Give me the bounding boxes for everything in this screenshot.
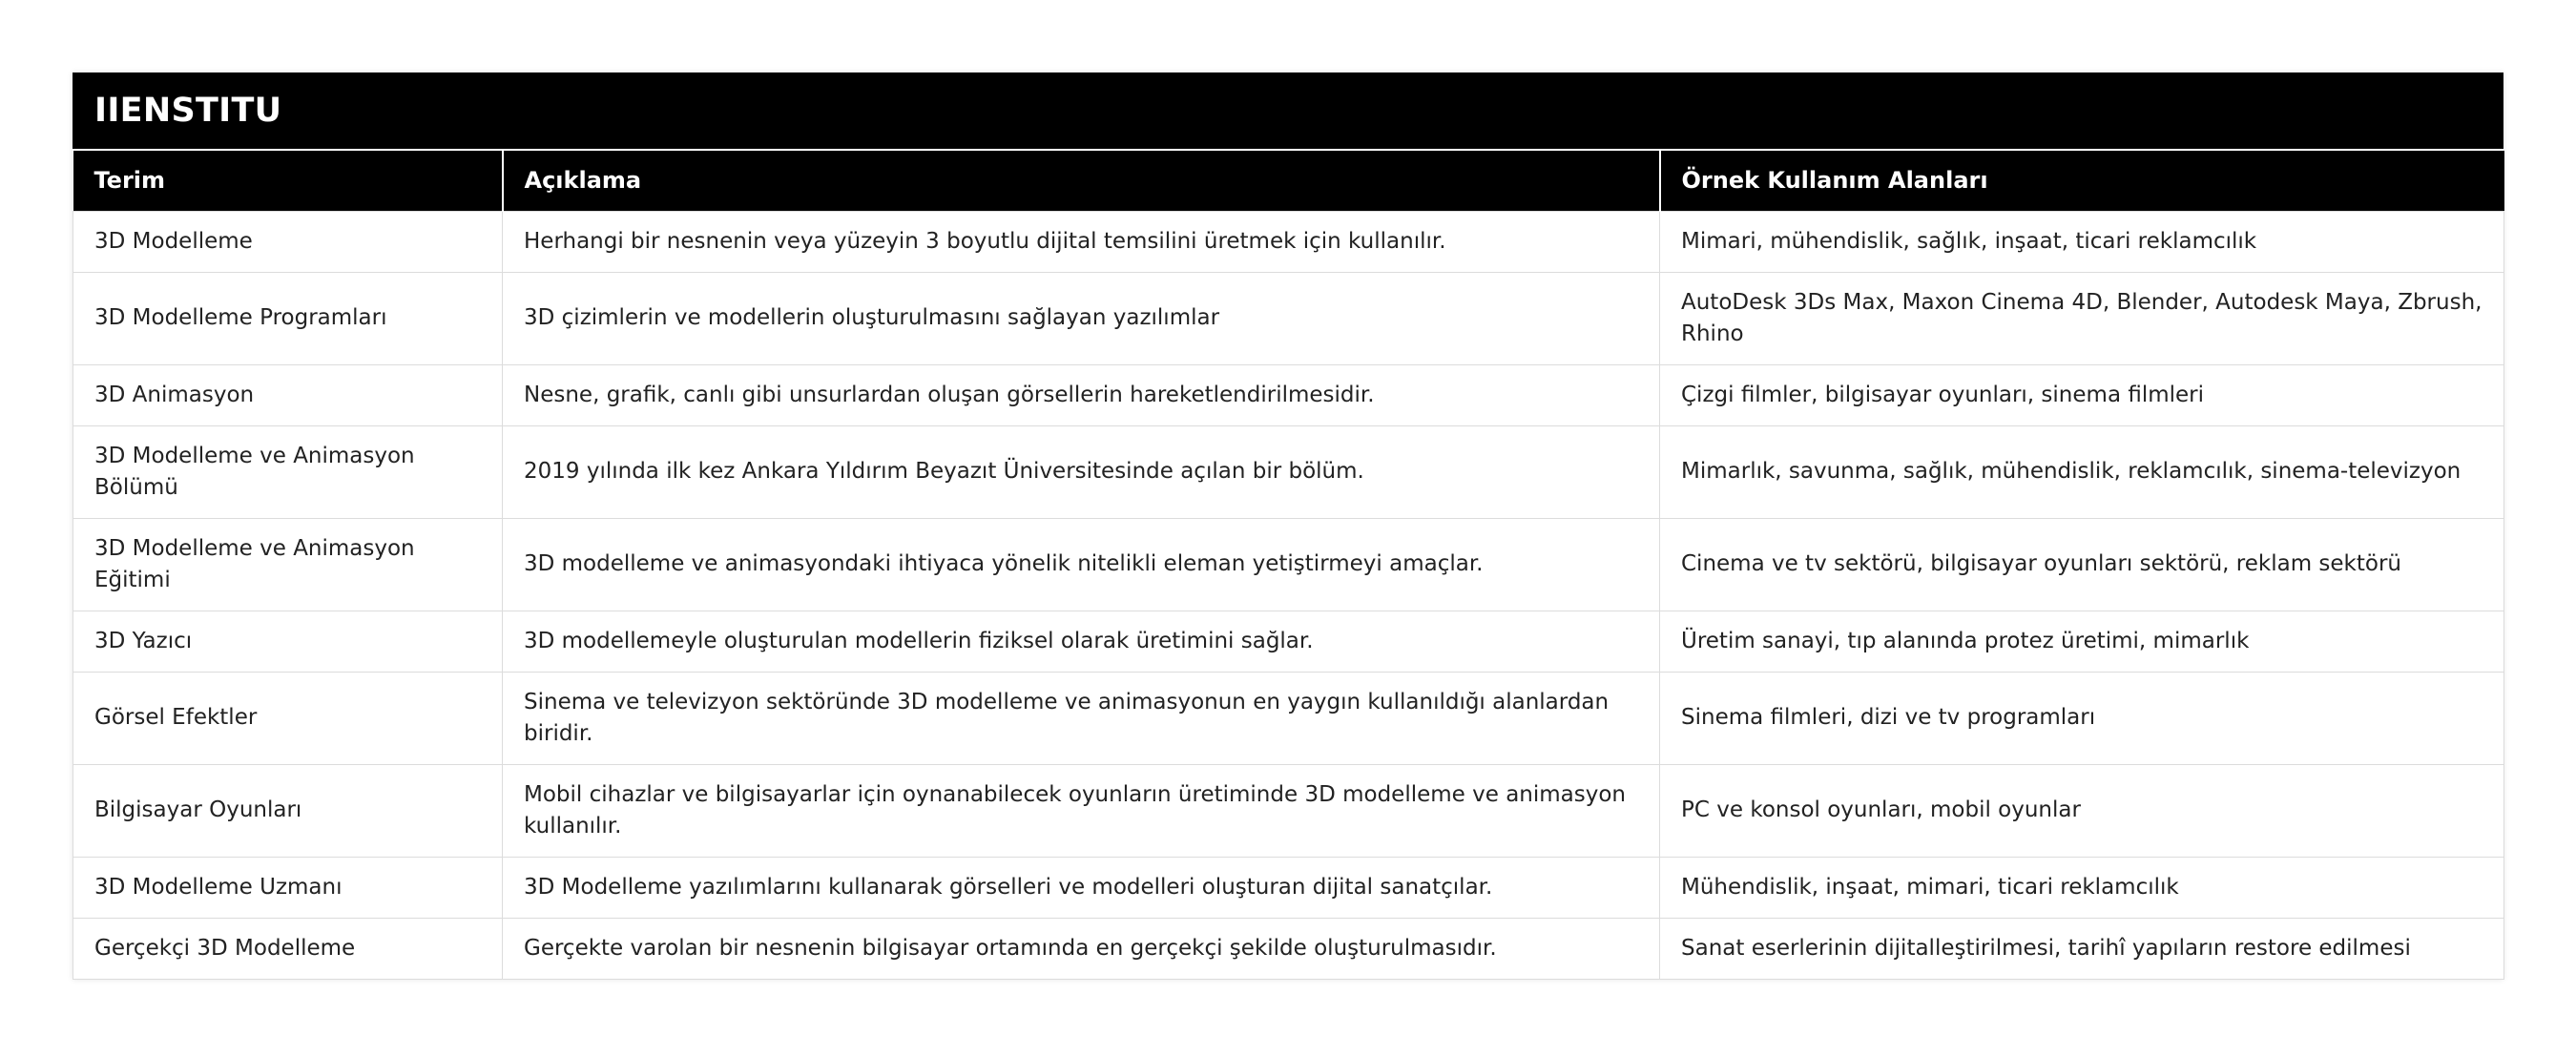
cell-description: Mobil cihazlar ve bilgisayarlar için oynanabilecek oyunların üretiminde 3D modelleme ve animasyon kullanılır.	[503, 764, 1660, 857]
table-header-row	[73, 151, 2504, 211]
cell-term: Gerçekçi 3D Modelleme	[73, 918, 503, 979]
cell-examples: Mühendislik, inşaat, mimari, ticari reklamcılık	[1660, 857, 2504, 918]
cell-examples: Cinema ve tv sektörü, bilgisayar oyunları sektörü, reklam sektörü	[1660, 518, 2504, 611]
cell-term: Bilgisayar Oyunları	[73, 764, 503, 857]
table-row	[73, 425, 2504, 518]
table-row	[73, 211, 2504, 272]
cell-term: Görsel Efektler	[73, 672, 503, 764]
cell-description: Nesne, grafik, canlı gibi unsurlardan oluşan görsellerin hareketlendirilmesidir.	[503, 364, 1660, 425]
cell-description: Herhangi bir nesnenin veya yüzeyin 3 boyutlu dijital temsilini üretmek için kullanılır.	[503, 211, 1660, 272]
table-row	[73, 918, 2504, 979]
cell-description: Sinema ve televizyon sektöründe 3D modelleme ve animasyonun en yaygın kullanıldığı alanlardan biridir.	[503, 672, 1660, 764]
cell-description: 3D çizimlerin ve modellerin oluşturulmasını sağlayan yazılımlar	[503, 272, 1660, 364]
header-examples: Örnek Kullanım Alanları	[1660, 151, 2504, 211]
cell-term: 3D Modelleme ve Animasyon Eğitimi	[73, 518, 503, 611]
table-row	[73, 364, 2504, 425]
header-description: Açıklama	[503, 151, 1660, 211]
cell-description: 3D Modelleme yazılımlarını kullanarak görselleri ve modelleri oluşturan dijital sanatçılar.	[503, 857, 1660, 918]
cell-description: 3D modelleme ve animasyondaki ihtiyaca yönelik nitelikli eleman yetiştirmeyi amaçlar.	[503, 518, 1660, 611]
cell-examples: Sanat eserlerinin dijitalleştirilmesi, tarihî yapıların restore edilmesi	[1660, 918, 2504, 979]
cell-term: 3D Modelleme Uzmanı	[73, 857, 503, 918]
brand-title: IIENSTITU	[73, 72, 2503, 151]
cell-examples: AutoDesk 3Ds Max, Maxon Cinema 4D, Blender, Autodesk Maya, Zbrush, Rhino	[1660, 272, 2504, 364]
cell-examples: Mimarlık, savunma, sağlık, mühendislik, reklamcılık, sinema-televizyon	[1660, 425, 2504, 518]
cell-examples: Çizgi filmler, bilgisayar oyunları, sinema filmleri	[1660, 364, 2504, 425]
cell-term: 3D Animasyon	[73, 364, 503, 425]
cell-description: 3D modellemeyle oluşturulan modellerin fiziksel olarak üretimini sağlar.	[503, 611, 1660, 672]
glossary-table	[73, 151, 2504, 980]
cell-examples: Mimari, mühendislik, sağlık, inşaat, ticari reklamcılık	[1660, 211, 2504, 272]
cell-term: 3D Modelleme	[73, 211, 503, 272]
table-row	[73, 764, 2504, 857]
header-term: Terim	[93, 167, 166, 195]
cell-examples: Üretim sanayi, tıp alanında protez üretimi, mimarlık	[1660, 611, 2504, 672]
cell-examples: Sinema filmleri, dizi ve tv programları	[1660, 672, 2504, 764]
cell-description: 2019 yılında ilk kez Ankara Yıldırım Beyazıt Üniversitesinde açılan bir bölüm.	[503, 425, 1660, 518]
table-row	[73, 611, 2504, 672]
table-row	[73, 272, 2504, 364]
cell-examples: PC ve konsol oyunları, mobil oyunlar	[1660, 764, 2504, 857]
table-row	[73, 518, 2504, 611]
cell-term: 3D Modelleme ve Animasyon Bölümü	[73, 425, 503, 518]
glossary-table-container	[73, 72, 2503, 980]
cell-term: 3D Yazıcı	[73, 611, 503, 672]
table-row	[73, 857, 2504, 918]
cell-term: 3D Modelleme Programları	[73, 272, 503, 364]
table-row	[73, 672, 2504, 764]
cell-description: Gerçekte varolan bir nesnenin bilgisayar ortamında en gerçekçi şekilde oluşturulmasıdır.	[503, 918, 1660, 979]
